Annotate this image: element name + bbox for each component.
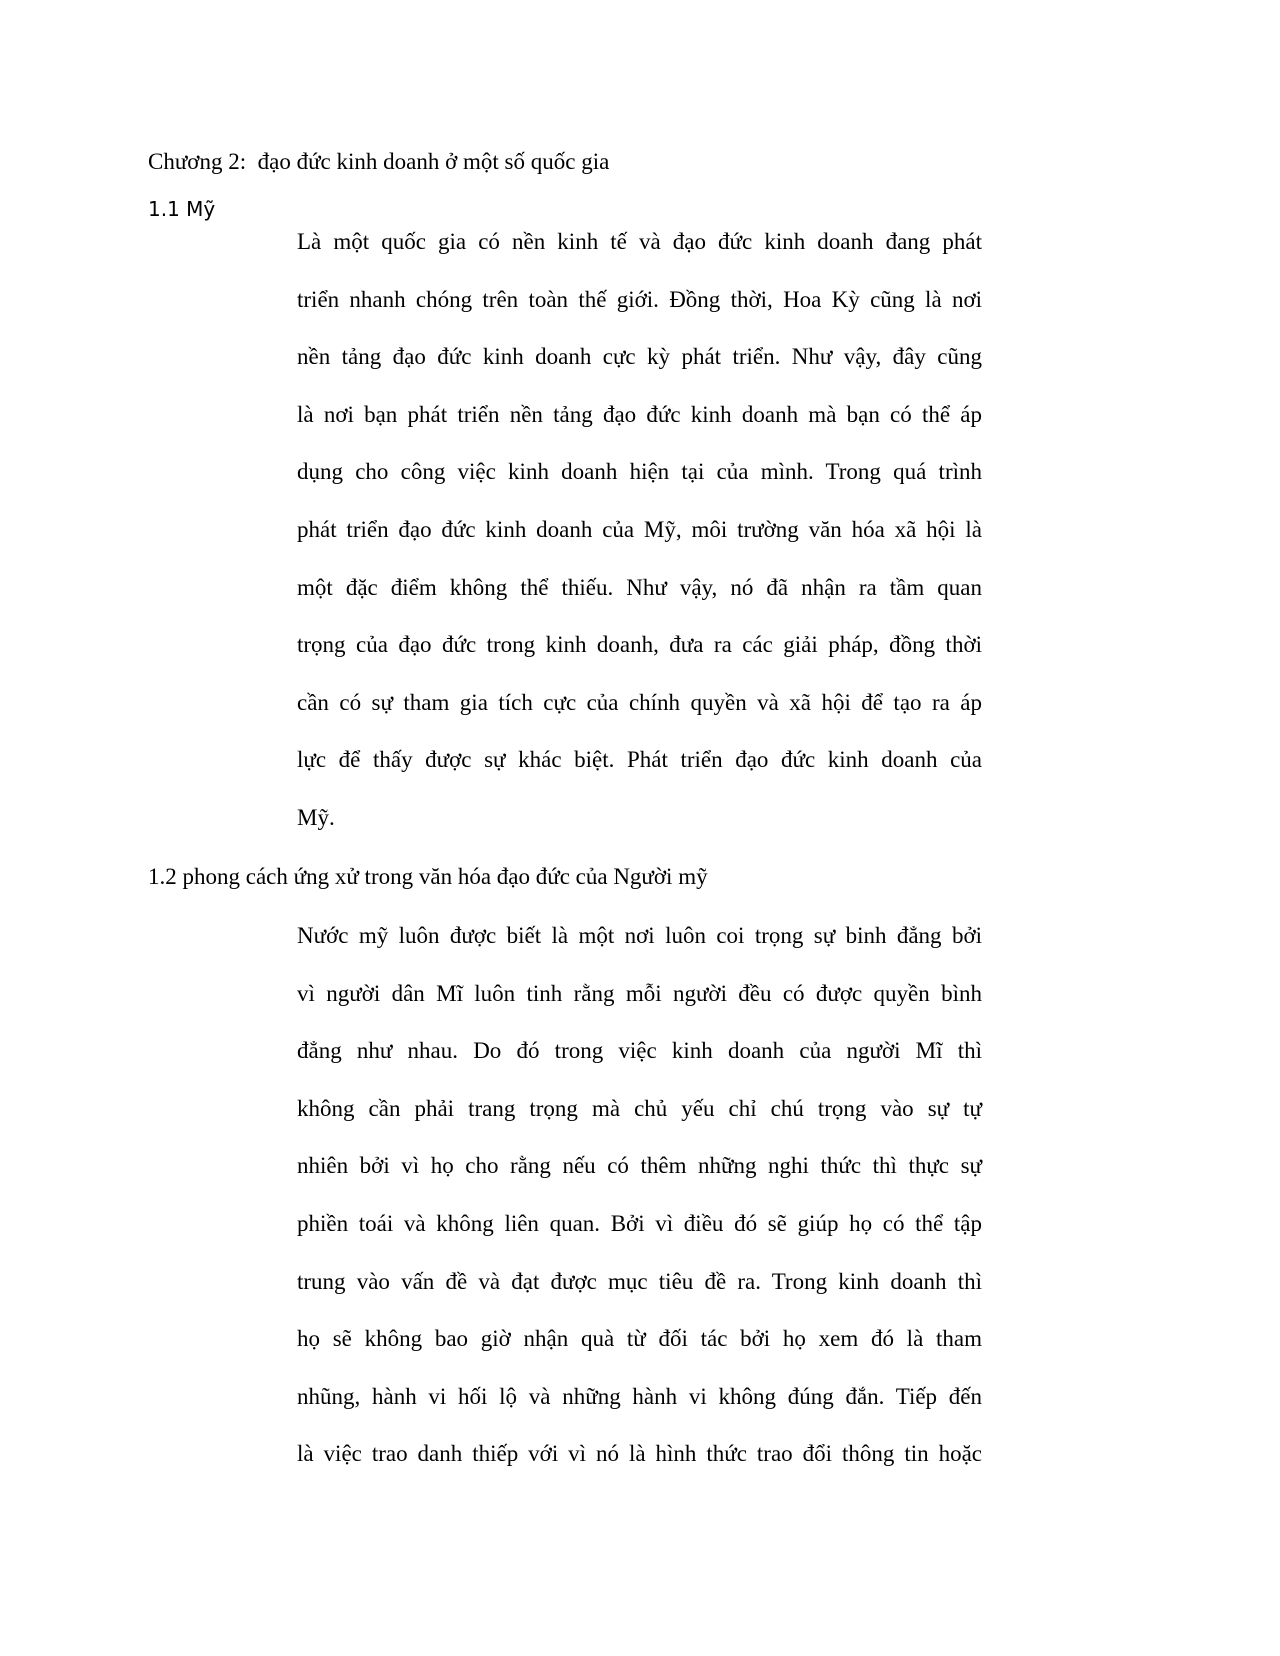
paragraph-line: nhiên bởi vì họ cho rằng nếu có thêm những nghi thức thì thực sự [297,1153,982,1179]
paragraph-line: đẳng như nhau. Do đó trong việc kinh doanh của người Mĩ thì [297,1038,982,1064]
paragraph-line: trọng của đạo đức trong kinh doanh, đưa ra các giải pháp, đồng thời [297,632,982,658]
paragraph-line: Nước mỹ luôn được biết là một nơi luôn coi trọng sự binh đẳng bởi [297,923,982,948]
paragraph-line: nhũng, hành vi hối lộ và những hành vi không đúng đắn. Tiếp đến [297,1383,982,1409]
paragraph-line: không cần phải trang trọng mà chủ yếu chỉ chú trọng vào sự tự [297,1095,982,1121]
paragraph-line: triển nhanh chóng trên toàn thế giới. Đồng thời, Hoa Kỳ cũng là nơi [297,286,982,312]
paragraph-line: phiền toái và không liên quan. Bởi vì điều đó sẽ giúp họ có thể tập [297,1210,982,1236]
paragraph-line: dụng cho công việc kinh doanh hiện tại của mình. Trong quá trình [297,459,982,485]
paragraph-line: nền tảng đạo đức kinh doanh cực kỳ phát triển. Như vậy, đây cũng [297,344,982,370]
paragraph-line: lực để thấy được sự khác biệt. Phát triển đạo đức kinh doanh của [297,747,982,773]
paragraph-line: cần có sự tham gia tích cực của chính quyền và xã hội để tạo ra áp [297,689,982,715]
section-heading-1-1: 1.1 Mỹ [148,197,216,221]
paragraph-line: họ sẽ không bao giờ nhận quà từ đối tác bởi họ xem đó là tham [297,1326,982,1352]
section-1-1-paragraph [297,225,982,859]
paragraph-line: Là một quốc gia có nền kinh tế và đạo đức kinh doanh đang phát [297,229,982,254]
section-1-2-paragraph [297,919,982,1495]
paragraph-line: trung vào vấn đề và đạt được mục tiêu đề ra. Trong kinh doanh thì [297,1268,982,1294]
paragraph-line: phát triển đạo đức kinh doanh của Mỹ, môi trường văn hóa xã hội là [297,516,982,542]
paragraph-line: là nơi bạn phát triển nền tảng đạo đức kinh doanh mà bạn có thể áp [297,401,982,427]
section-heading-1-2: 1.2 phong cách ứng xử trong văn hóa đạo đức của Người mỹ [148,864,708,889]
paragraph-line: một đặc điểm không thể thiếu. Như vậy, nó đã nhận ra tầm quan [297,574,982,600]
paragraph-line: vì người dân Mĩ luôn tinh rằng mỗi người đều có được quyền bình [297,980,982,1006]
paragraph-line: Mỹ. [297,804,335,830]
chapter-title: Chương 2: đạo đức kinh doanh ở một số quốc gia [148,149,610,174]
paragraph-line: là việc trao danh thiếp với vì nó là hình thức trao đổi thông tin hoặc [297,1441,982,1467]
